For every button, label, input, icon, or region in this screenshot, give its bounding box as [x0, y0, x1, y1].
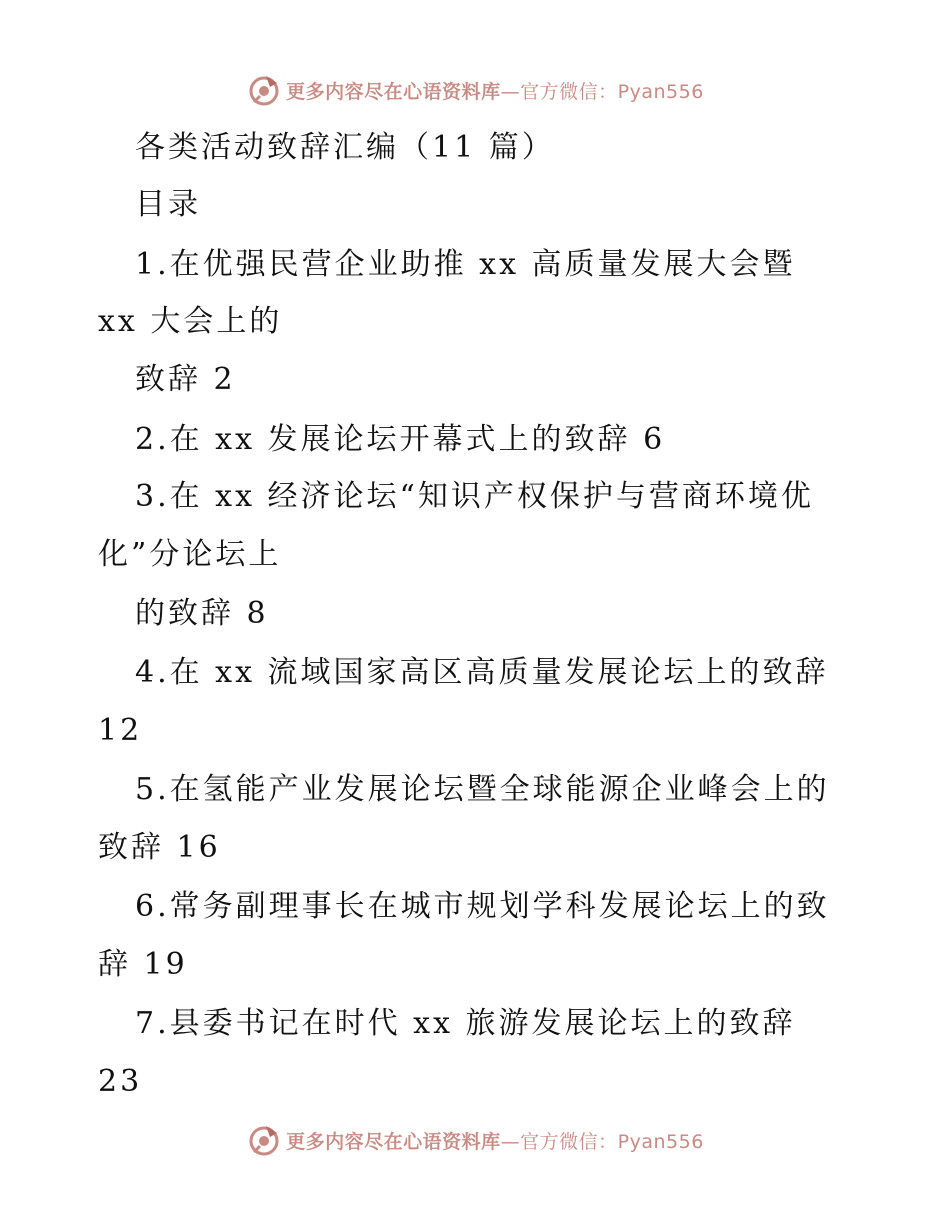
- logo-icon: [246, 72, 282, 108]
- banner-text-cn: 更多内容尽在心语资料库: [286, 1130, 501, 1153]
- toc-line: 23: [98, 1064, 143, 1099]
- toc-heading: 目录: [135, 187, 201, 222]
- toc-line: 7.县委书记在时代 xx 旅游发展论坛上的致辞: [135, 1006, 796, 1041]
- logo-icon: [246, 1122, 282, 1158]
- header-watermark-banner: [0, 70, 950, 110]
- toc-line: 12: [98, 713, 143, 748]
- banner-text-wechat: —官方微信：Pyan556: [500, 80, 704, 103]
- banner-text: [286, 1127, 704, 1154]
- toc-line: xx 大会上的: [98, 304, 283, 339]
- toc-line: 5.在氢能产业发展论坛暨全球能源企业峰会上的: [135, 772, 830, 807]
- toc-line: 化”分论坛上: [98, 537, 282, 572]
- toc-line: 2.在 xx 发展论坛开幕式上的致辞 6: [135, 422, 666, 457]
- toc-line: 4.在 xx 流域国家高区高质量发展论坛上的致辞: [135, 655, 829, 690]
- footer-watermark-banner: [0, 1120, 950, 1160]
- banner-text-cn: 更多内容尽在心语资料库: [286, 80, 501, 103]
- toc-line: 6.常务副理事长在城市规划学科发展论坛上的致: [135, 889, 830, 924]
- document-title: 各类活动致辞汇编（11 篇）: [135, 130, 555, 165]
- toc-line: 的致辞 8: [135, 596, 269, 631]
- banner-text-wechat: —官方微信：Pyan556: [500, 1130, 704, 1153]
- toc-line: 辞 19: [98, 947, 188, 982]
- toc-line: 1.在优强民营企业助推 xx 高质量发展大会暨: [135, 247, 796, 282]
- banner-text: [286, 77, 704, 104]
- toc-line: 致辞 16: [98, 830, 221, 865]
- toc-line: 3.在 xx 经济论坛“知识产权保护与营商环境优: [135, 479, 814, 514]
- toc-line: 致辞 2: [135, 362, 236, 397]
